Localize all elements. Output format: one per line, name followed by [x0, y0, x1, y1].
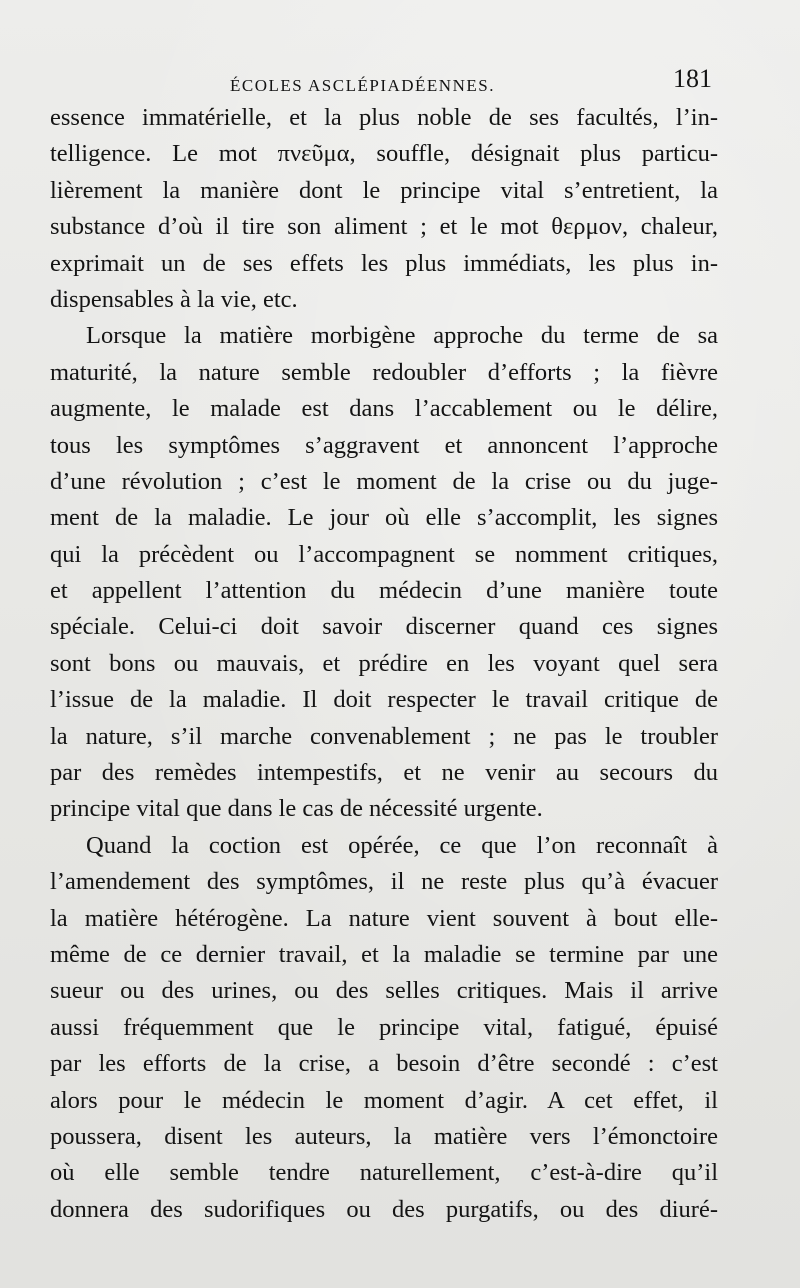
text-line: Quand la coction est opérée, ce que l’on reconnaît à [86, 831, 718, 859]
text-line: la nature, s’il marche convenablement ; ne pas le troubler [50, 722, 718, 750]
text-line: par des remèdes intempestifs, et ne venir au secours du [50, 759, 718, 787]
text-line: où elle semble tendre naturellement, c’est-à-dire qu’il [50, 1159, 718, 1187]
text-line: telligence. Le mot πνεῦμα, souffle, désignait plus particu- [50, 140, 718, 168]
text-line: par les efforts de la crise, a besoin d’être secondé : c’est [50, 1050, 718, 1078]
text-line: spéciale. Celui-ci doit savoir discerner quand ces signes [50, 613, 718, 641]
text-line: l’amendement des symptômes, il ne reste plus qu’à évacuer [50, 868, 718, 896]
text-line: qui la précèdent ou l’accompagnent se nomment critiques, [50, 540, 718, 568]
text-line: substance d’où il tire son aliment ; et le mot θερμον, chaleur, [50, 213, 718, 241]
text-line: même de ce dernier travail, et la maladie se termine par une [50, 940, 718, 968]
running-head: ÉCOLES ASCLÉPIADÉENNES. [230, 76, 495, 95]
text-line: essence immatérielle, et la plus noble de ses facultés, l’in- [50, 104, 718, 131]
text-line: principe vital que dans le cas de nécessité urgente. [50, 795, 543, 823]
text-line: sont bons ou mauvais, et prédire en les voyant quel sera [50, 649, 718, 677]
text-line: poussera, disent les auteurs, la matière vers l’émonctoire [50, 1122, 718, 1150]
text-line: donnera des sudorifiques ou des purgatifs, ou des diuré- [50, 1195, 718, 1223]
text-line: alors pour le médecin le moment d’agir. A cet effet, il [50, 1086, 718, 1114]
text-line: tous les symptômes s’aggravent et annoncent l’approche [50, 431, 718, 459]
page-header [60, 64, 720, 100]
body-text [50, 100, 718, 1228]
text-line: ment de la maladie. Le jour où elle s’accomplit, les signes [50, 504, 718, 532]
text-line: sueur ou des urines, ou des selles critiques. Mais il arrive [50, 977, 718, 1005]
text-line: augmente, le malade est dans l’accablement ou le délire, [50, 395, 718, 423]
text-line: dispensables à la vie, etc. [50, 285, 298, 313]
text-line: et appellent l’attention du médecin d’une manière toute [50, 577, 718, 605]
text-line: lièrement la manière dont le principe vital s’entretient, la [50, 176, 718, 204]
text-line: exprimait un de ses effets les plus immédiats, les plus in- [50, 249, 718, 277]
text-line: maturité, la nature semble redoubler d’efforts ; la fièvre [50, 358, 718, 386]
text-line: aussi fréquemment que le principe vital, fatigué, épuisé [50, 1013, 718, 1041]
text-line: la matière hétérogène. La nature vient souvent à bout elle- [50, 904, 718, 932]
text-line: l’issue de la maladie. Il doit respecter le travail critique de [50, 686, 718, 714]
page-number: 181 [673, 64, 712, 93]
text-line: Lorsque la matière morbigène approche du terme de sa [86, 322, 718, 350]
text-line: d’une révolution ; c’est le moment de la crise ou du juge- [50, 467, 718, 495]
